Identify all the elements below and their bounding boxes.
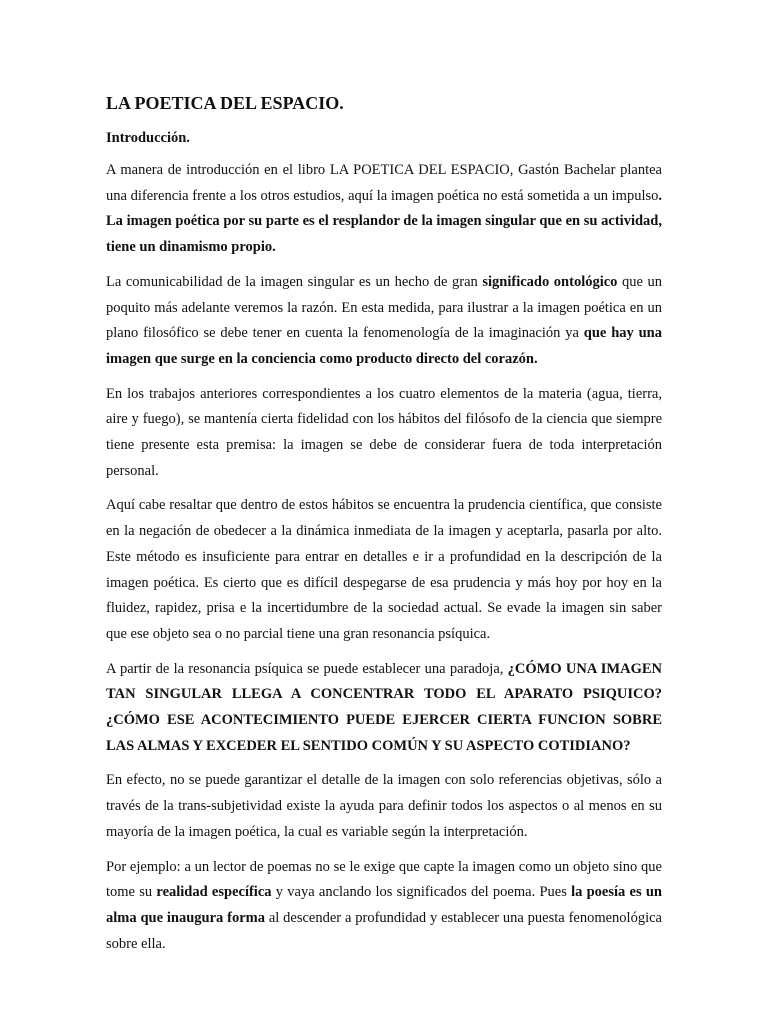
text-run: A partir de la resonancia psíquica se puede establecer una paradoja,	[106, 660, 508, 677]
document-page	[106, 92, 662, 966]
text-run: Por ejemplo: a un lector de poemas no se le exige que capte la imagen como un objeto sino que tome su	[106, 858, 662, 901]
paragraph	[106, 657, 662, 760]
text-run: y vaya anclando los significados del poema. Pues	[271, 884, 572, 901]
paragraph	[106, 768, 662, 845]
bold-text: que hay una imagen que surge en la conciencia como producto directo del corazón.	[106, 325, 662, 367]
text-run: La comunicabilidad de la imagen singular es un hecho de gran	[106, 273, 483, 290]
paragraph	[106, 158, 662, 261]
text-run: que un poquito más adelante veremos la razón. En esta medida, para ilustrar a la imagen poética en un plano filosófico se debe tener en cuenta la fenomenología de la imaginación ya	[106, 273, 663, 342]
document-body	[106, 158, 662, 957]
paragraph	[106, 493, 662, 647]
paragraph	[106, 270, 662, 373]
text-run: A manera de introducción en el libro LA POETICA DEL ESPACIO, Gastón Bachelar plantea una diferencia frente a los otros estudios, aquí la imagen poética no está sometida a un impulso	[106, 162, 662, 204]
text-run: al descender a profundidad y establecer una puesta fenomenológica sobre ella.	[106, 909, 662, 952]
bold-text: . La imagen poética por su parte es el resplandor de la imagen singular que en su actividad, tiene un dinamismo propio.	[106, 187, 662, 256]
bold-text: la poesía es un alma que inaugura forma	[106, 884, 662, 926]
bold-text: ¿CÓMO UNA IMAGEN TAN SINGULAR LLEGA A CONCENTRAR TODO EL APARATO PSIQUICO?¿CÓMO ESE ACONTECIMIENTO PUEDE EJERCER CIERTA FUNCION SOBRE LAS ALMAS Y EXCEDER EL SENTIDO COMÚN Y SU ASPECTO COTIDIANO?	[106, 660, 662, 754]
paragraph	[106, 382, 662, 485]
bold-text: significado ontológico	[482, 273, 618, 290]
text-run: Aquí cabe resaltar que dentro de estos hábitos se encuentra la prudencia científica, que consiste en la negación de obedecer a la dinámica inmediata de la imagen y aceptarla, pasarla por alto. Este método es insuficiente para entrar en detalles e ir a profundidad en la descripción de la imagen poética. Es cierto que es difícil despegarse de esa prudencia y más hoy por hoy en la fluidez, rapidez, prisa e la incertidumbre de la sociedad actual. Se evade la imagen sin saber que ese objeto sea o no parcial tiene una gran resonancia psíquica.	[106, 497, 662, 642]
text-run: En los trabajos anteriores correspondientes a los cuatro elementos de la materia (agua, tierra, aire y fuego), se mantenía cierta fidelidad con los hábitos del filósofo de la ciencia que siempre tiene presente esta premisa: la imagen se debe de considerar fuera de toda interpretación personal.	[106, 385, 662, 479]
paragraph	[106, 855, 662, 958]
bold-text: realidad específica	[156, 884, 272, 901]
section-heading: Introducción.	[106, 130, 190, 146]
text-run: En efecto, no se puede garantizar el detalle de la imagen con solo referencias objetivas, sólo a través de la trans-subjetividad existe la ayuda para definir todos los aspectos o al menos en su mayoría de la imagen poética, la cual es variable según la interpretación.	[106, 772, 662, 840]
document-title: LA POETICA DEL ESPACIO.	[106, 93, 344, 113]
